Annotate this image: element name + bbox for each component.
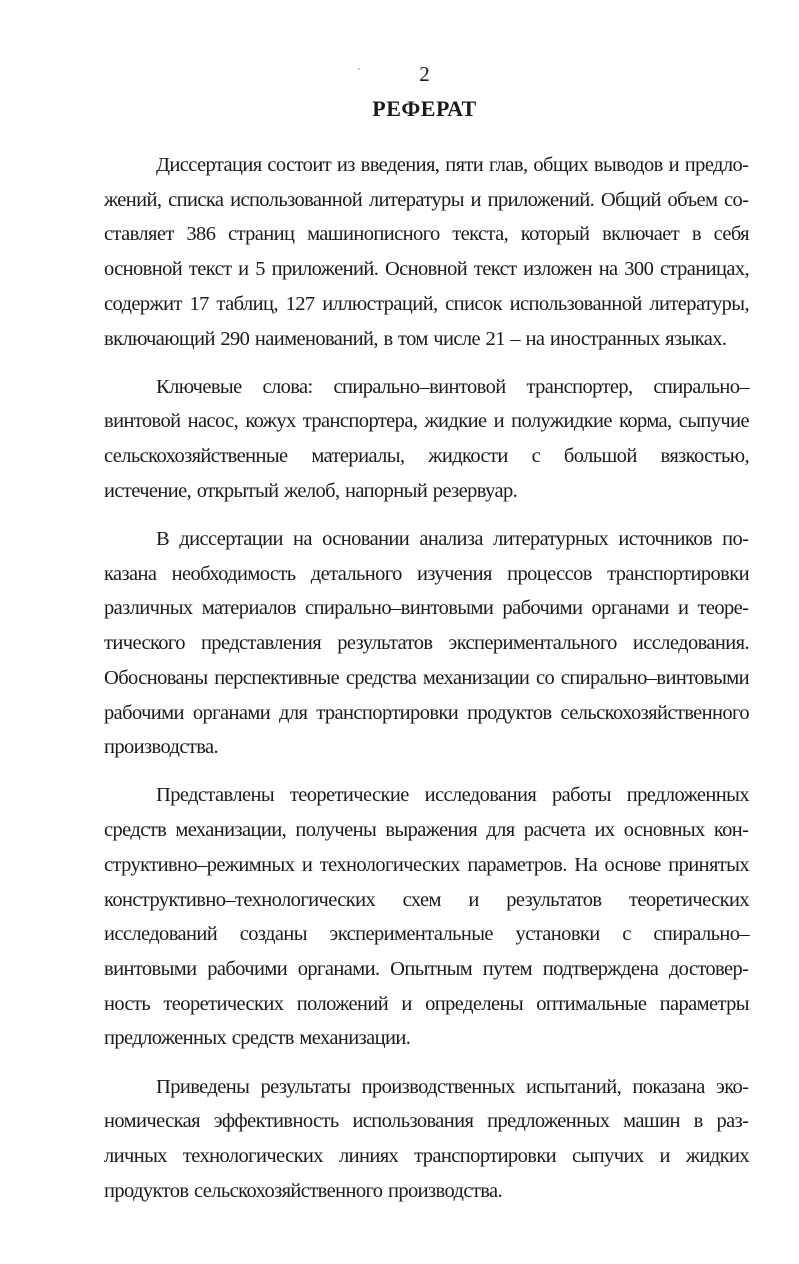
paragraph-structure: Диссертация состоит из введения, пяти глав, общих выводов и предложений, списка использованной литературы и приложений. Общий объем составляет 386 страниц машинописного текста, который включает в себя основной текст и 5 приложений. Основной текст изложен на 300 страницах, содержит 17 таблиц, 127 иллюстраций, список использованной литературы, включающий 290 наименований, в том числе 21 – на иностранных языках. — [104, 154, 749, 350]
page-title: РЕФЕРАТ — [372, 96, 477, 121]
abstract-body — [104, 148, 749, 1208]
paragraph-theoretical-research: Представлены теоретические исследования работы предложенных средств механизации, получены выражения для расчета их основных конструктивно–режимных и технологических параметров. На основе принятых конструктивно–технологических схем и результатов теоретических исследований созданы экспериментальные установки с спирально–винтовыми рабочими органами. Опытным путем подтверждена достоверность теоретических положений и определены оптимальные параметры предложенных средств механизации. — [104, 784, 749, 1050]
page-number: 2 — [419, 62, 430, 86]
paragraph-keywords: Ключевые слова: спирально–винтовой транспортер, спирально–винтовой насос, кожух транспортера, жидкие и полужидкие корма, сыпучие сельскохозяйственные материалы, жидкости с большой вязкостью, истечение, открытый желоб, напорный резервуар. — [104, 375, 749, 502]
paragraph-field-tests: Приведены результаты производственных испытаний, показана экономическая эффективность использования предложенных машин в различных технологических линиях транспортировки сыпучих и жидких продуктов сельскохозяйственного производства. — [104, 1075, 749, 1202]
paragraph-literature-analysis: В диссертации на основании анализа литературных источников показана необходимость детального изучения процессов транспортировки различных материалов спирально–винтовыми рабочими органами и теоретического представления результатов экспериментального исследования. Обоснованы перспективные средства механизации со спирально–винтовыми рабочими органами для транспортировки продуктов сельскохозяйственного производства. — [104, 528, 749, 759]
